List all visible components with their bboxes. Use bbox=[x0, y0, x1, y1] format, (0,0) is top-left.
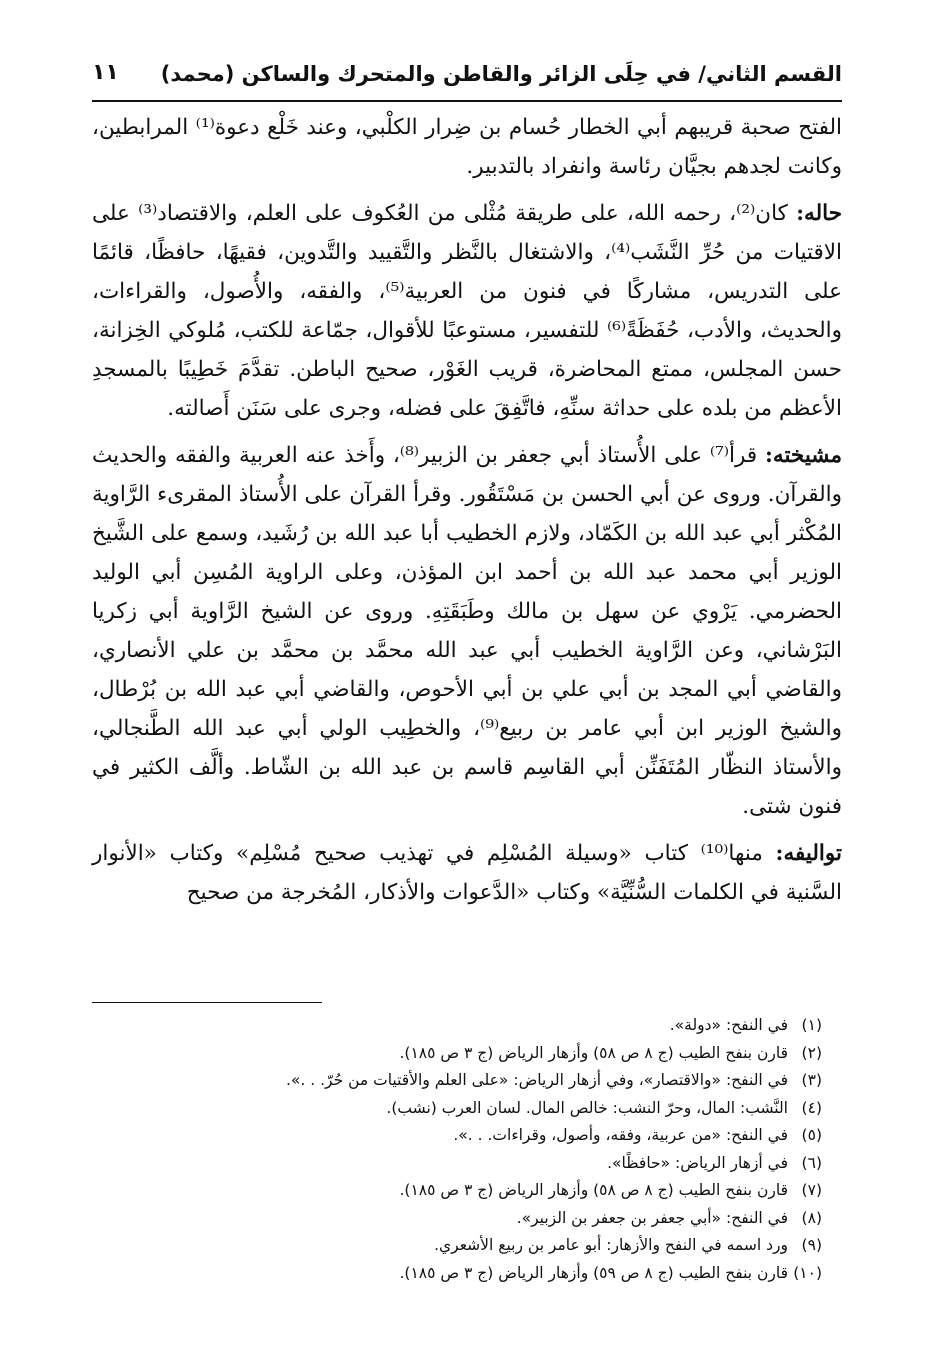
paragraph-text: قرأ⁽⁷⁾ على الأُستاذ أبي جعفر بن الزبير⁽⁸⁾، وأَخذ عنه العربية والفقه والحديث والقرآن. وروى عن أبي الحسن بن مَسْتَقُور. وقرأ القرآن على الأُستاذ المقرىء الرَّاوية المُكْثر أبي عبد الله بن الكَمّاد، ولازم الخطيب أبا عبد الله بن رُشَيد، وسمع على الشَّيخ الوزير أبي محمد عبد الله بن أحمد ابن المؤذن، وعلى الراوية المُسِن أبي الوليد الحضرمي. يَرْوي عن سهل بن مالك وطَبَقَتِهِ. وروى عن الشيخ الرَّاوية أبي زكريا البَرْشاني، وعن الرَّاوية الخطيب أبي عبد الله محمَّد بن محمَّد بن علي الأنصاري، والقاضي أبي المجد بن أبي علي بن أبي الأحوص، والقاضي أبي عبد الله بن بُرْطال، والشيخ الوزير ابن أبي عامر بن ربيع⁽⁹⁾، والخطِيب الولي أبي عبد الله الطَّنجالي، والأستاذ النظّار المُتَفَنِّن أبي القاسِم قاسم بن عبد الله بن الشّاط. وألَّف الكثير في فنون شتى. bbox=[92, 443, 842, 819]
footnote-number: (٩) bbox=[801, 1236, 822, 1254]
section-heading: مشيخته: bbox=[764, 443, 842, 468]
footnote-number: (٧) bbox=[801, 1181, 822, 1199]
paragraph-text: الفتح صحبة قريبهم أبي الخطار حُسام بن ضِرار الكلْبي، وعند خَلْع دعوة⁽¹⁾ المرابطين، وكانت لجدهم بجيَّان رئاسة وانفراد بالتدبير. bbox=[92, 115, 842, 179]
footnote-text: في النفح: «من عربية، وفقه، وأصول، وقراءات. . .». bbox=[453, 1126, 788, 1144]
footnote-text: ورد اسمه في النفح والأزهار: أبو عامر بن ربيع الأشعري. bbox=[434, 1236, 788, 1254]
footnote-text: في النفح: «والاقتصار»، وفي أزهار الرياض: «على العلم والأقتيات من حُرّ. . .». bbox=[285, 1071, 788, 1089]
paragraph-mashyakhatuhu bbox=[92, 436, 842, 826]
footnote bbox=[92, 1067, 822, 1095]
main-text bbox=[92, 108, 842, 920]
section-heading: حاله: bbox=[796, 201, 842, 226]
paragraph-tawalifuhu bbox=[92, 834, 842, 912]
footnote bbox=[92, 1205, 822, 1233]
footnote-text: قارن بنفح الطيب (ج ٨ ص ٥٩) وأزهار الرياض (ج ٣ ص ١٨٥). bbox=[399, 1263, 788, 1282]
footnote-number: (١) bbox=[801, 1016, 822, 1034]
footnote bbox=[92, 1012, 822, 1040]
paragraph-text: منها⁽¹⁰⁾ كتاب «وسيلة المُسْلِم في تهذيب صحيح مُسْلِم» وكتاب «الأنوار السَّنية في الكلمات السُّنِّيَّة» وكتاب «الدَّعوات والأذكار، المُخرجة من صحيح bbox=[92, 841, 842, 905]
paragraph-haluhu bbox=[92, 194, 842, 428]
running-header bbox=[92, 58, 842, 94]
footnote-number: (٨) bbox=[801, 1208, 822, 1227]
footnote bbox=[92, 1177, 822, 1205]
footnote-separator bbox=[92, 1002, 322, 1003]
paragraph-text: كان⁽²⁾، رحمه الله، على طريقة مُثْلى من العُكوف على العلم، والاقتصاد⁽³⁾ على الاقتيات من حُرِّ النَّشَب⁽⁴⁾، والاشتغال بالنَّظر والتَّقييد والتَّدوين، فقيهًا، حافظًا، قائمًا على التدريس، مشاركًا في فنون من العربية⁽⁵⁾، والفقه، والأُصول، والقراءات، والحديث، والأدب، حُفَظَةً⁽⁶⁾ للتفسير، مستوعبًا للأقوال، جمّاعة للكتب، مُلوكي الخِزانة، حسن المجلس، ممتع المحاضرة، قريب الغَوْر، صحيح الباطن. تقدَّمَ خَطِيبًا بالمسجدِ الأعظم من بلده على حداثة سنِّهِ، فاتَّفِقَ على فضله، وجرى على سَنَن أَصالته. bbox=[92, 201, 843, 421]
footnote-text: النَّشب: المال، وحرّ النشب: خالص المال. لسان العرب (نشب). bbox=[386, 1098, 788, 1117]
footnote-text: في أزهار الرياض: «حافظًا». bbox=[607, 1153, 788, 1172]
footnote-number: (٣) bbox=[801, 1071, 822, 1089]
footnote-text: قارن بنفح الطيب (ج ٨ ص ٥٨) وأزهار الرياض (ج ٣ ص ١٨٥). bbox=[399, 1181, 788, 1199]
header-title: القسم الثاني/ في حِلَى الزائر والقاطن والمتحرك والساكن (محمد) bbox=[160, 62, 842, 86]
footnote bbox=[92, 1232, 822, 1260]
footnote-number: (٤) bbox=[801, 1098, 822, 1117]
page-number: ١١ bbox=[92, 60, 119, 85]
section-heading: تواليفه: bbox=[775, 841, 842, 866]
paragraph-intro bbox=[92, 108, 842, 186]
footnote-number: (٢) bbox=[801, 1043, 822, 1062]
footnote bbox=[92, 1040, 822, 1068]
footnote-text: في النفح: «دولة». bbox=[669, 1016, 788, 1034]
footnote-number: (٦) bbox=[801, 1153, 822, 1172]
footnote bbox=[92, 1095, 822, 1123]
footnote-text: قارن بنفح الطيب (ج ٨ ص ٥٨) وأزهار الرياض (ج ٣ ص ١٨٥). bbox=[399, 1043, 788, 1062]
footnote bbox=[92, 1150, 822, 1178]
footnote bbox=[92, 1260, 822, 1288]
header-rule bbox=[92, 100, 842, 102]
footnote-number: (١٠) bbox=[793, 1263, 822, 1282]
footnotes bbox=[92, 1012, 822, 1287]
footnote-text: في النفح: «أبي جعفر بن جعفر بن الزبير». bbox=[516, 1208, 788, 1227]
footnote bbox=[92, 1122, 822, 1150]
footnote-number: (٥) bbox=[801, 1126, 822, 1144]
